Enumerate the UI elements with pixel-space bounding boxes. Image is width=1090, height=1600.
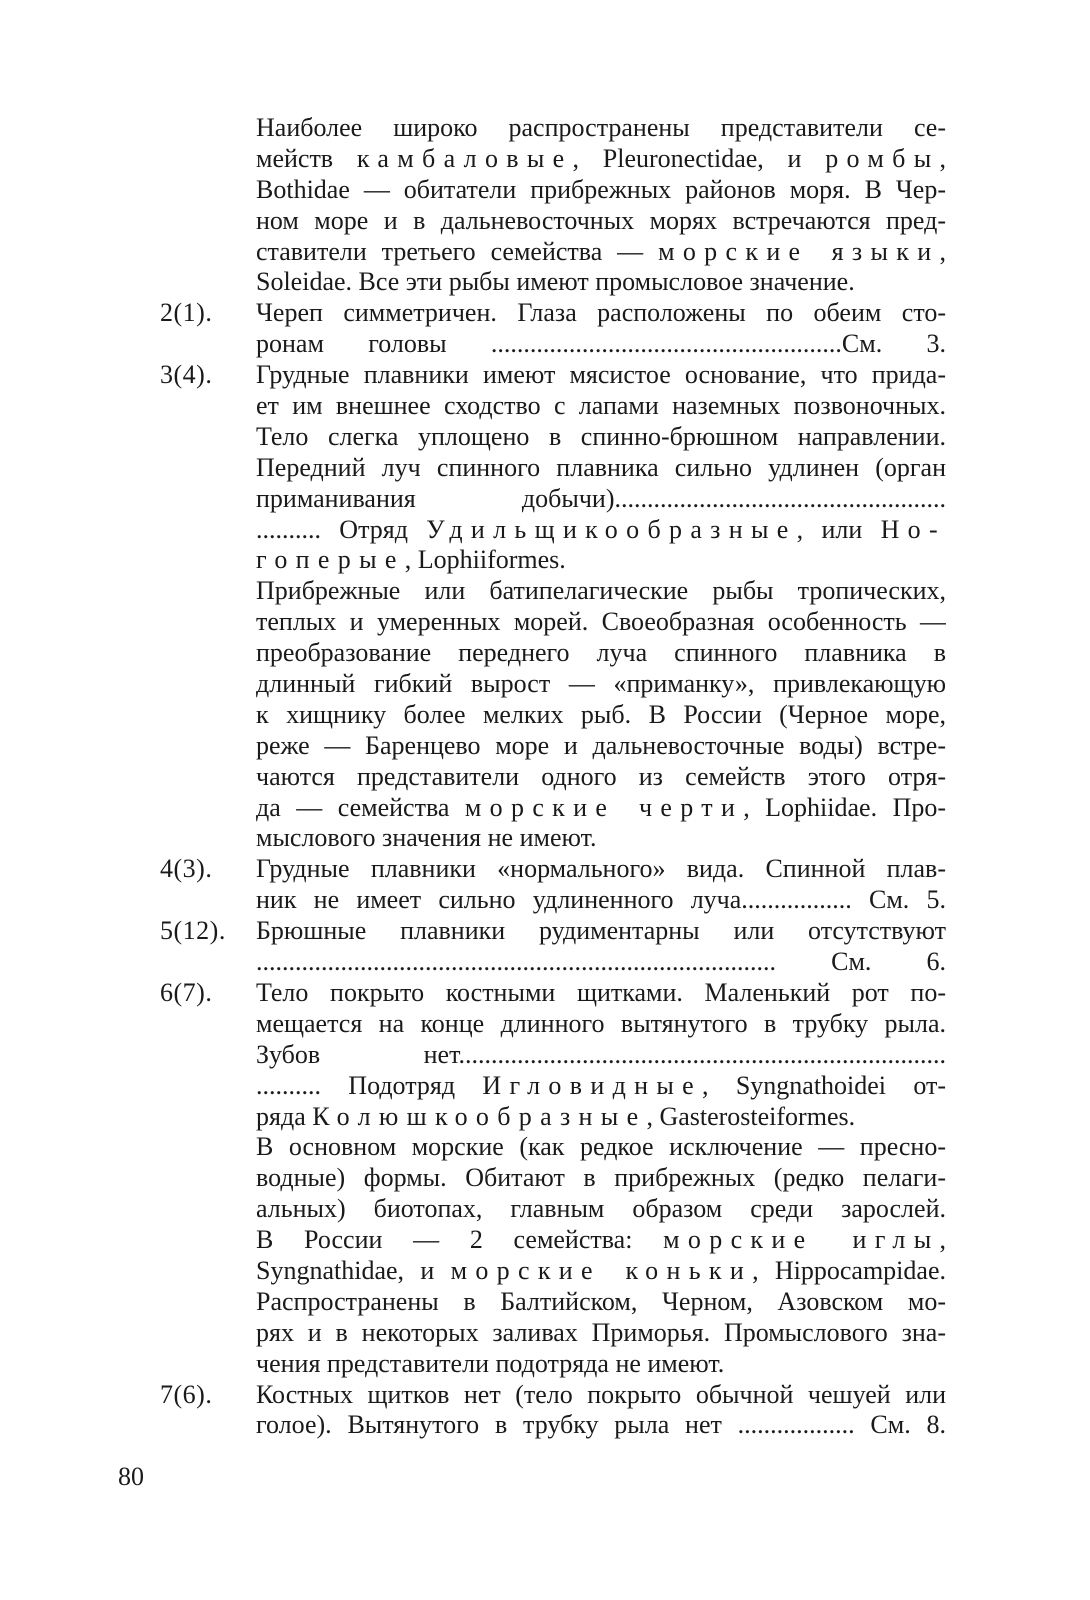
text-segment: В основном морские (как редкое исключение — пресно-	[256, 1132, 946, 1162]
text-line	[0, 1102, 1090, 1133]
line-text	[256, 638, 946, 669]
line-text	[256, 576, 946, 607]
spaced-taxon-name: гоперые	[256, 545, 405, 575]
line-text	[256, 1349, 946, 1380]
text-segment: Прибрежные или батипелагические рыбы тропических,	[256, 576, 946, 606]
text-line	[0, 1349, 1090, 1380]
text-line	[0, 175, 1090, 206]
text-segment: мещается на конце длинного вытянутого в трубку рыла.	[256, 1008, 946, 1038]
line-text	[256, 823, 946, 854]
line-text	[256, 1287, 946, 1318]
line-text	[256, 206, 946, 237]
spaced-taxon-name: морские коньки	[450, 1255, 753, 1285]
spaced-taxon-name: морские черти	[464, 792, 744, 822]
text-segment: Костных щитков нет (тело покрыто обычной чешуей или	[256, 1379, 946, 1409]
text-segment: мейств	[256, 143, 357, 173]
text-segment: рях и в некоторых заливах Приморья. Промыслового зна-	[256, 1317, 946, 1347]
text-line	[0, 1225, 1090, 1256]
line-text	[256, 1225, 946, 1256]
text-segment: .......... Подотряд	[256, 1070, 483, 1100]
text-segment: ник не имеет сильно удлиненного луча................. См. 5.	[256, 885, 946, 915]
text-segment: к хищнику более мелких рыб. В России (Черное море,	[256, 699, 946, 729]
line-text	[256, 1163, 946, 1194]
text-segment: Брюшные плавники рудиментарны или отсутствуют	[256, 916, 946, 946]
text-line	[0, 700, 1090, 731]
text-line	[0, 978, 1090, 1009]
text-line	[0, 1256, 1090, 1287]
text-line	[0, 1410, 1090, 1441]
text-line	[0, 762, 1090, 793]
line-text	[256, 916, 946, 947]
text-line	[0, 1132, 1090, 1163]
text-segment: альных) биотопах, главным образом среди зарослей.	[256, 1194, 946, 1224]
line-text	[256, 1009, 946, 1040]
text-line	[0, 545, 1090, 576]
text-line	[0, 360, 1090, 391]
line-text	[256, 700, 946, 731]
text-segment: .......... Отряд	[256, 514, 427, 544]
text-segment: теплых и умеренных морей. Своеобразная особенность —	[256, 607, 946, 637]
line-text	[256, 391, 946, 422]
text-segment: чаются представители одного из семейств этого отря-	[256, 761, 946, 791]
text-segment: ,	[939, 143, 946, 173]
text-line	[0, 1163, 1090, 1194]
line-text	[256, 607, 946, 638]
key-step-number: 3(4).	[160, 360, 213, 390]
text-segment: ронам головы ......................................................См. 3.	[256, 329, 946, 359]
text-line	[0, 638, 1090, 669]
text-segment: Syngnathidae, и	[256, 1255, 451, 1285]
text-line	[0, 113, 1090, 144]
text-line	[0, 1318, 1090, 1349]
text-line	[0, 329, 1090, 360]
page-number: 80	[118, 1462, 144, 1491]
text-segment: Грудные плавники имеют мясистое основание, что прида-	[256, 360, 946, 390]
text-line	[0, 731, 1090, 762]
line-text	[256, 1102, 946, 1133]
line-text	[256, 947, 946, 978]
text-segment: Наиболее широко распространены представители се-	[256, 113, 946, 142]
text-segment: ,	[939, 1225, 946, 1255]
text-line	[0, 823, 1090, 854]
line-text	[256, 762, 946, 793]
text-segment: ставители третьего семейства —	[256, 236, 659, 266]
text-line	[0, 144, 1090, 175]
text-line	[0, 854, 1090, 885]
text-segment: да — семейства	[256, 792, 465, 822]
spaced-taxon-name: Но-	[880, 514, 946, 544]
text-line	[0, 947, 1090, 978]
text-segment: В России — 2 семейства:	[256, 1225, 664, 1255]
spaced-taxon-name: камбаловые	[356, 143, 573, 173]
text-segment: мыслового значения не имеют.	[256, 823, 597, 853]
text-segment: Тело слегка уплощено в спинно-брюшном направлении.	[256, 421, 946, 451]
text-segment: ряда	[256, 1101, 313, 1131]
text-line	[0, 484, 1090, 515]
text-segment: реже — Баренцево море и дальневосточные воды) встре-	[256, 730, 946, 760]
line-text	[256, 854, 946, 885]
text-line	[0, 1040, 1090, 1071]
text-segment: преобразование переднего луча спинного плавника в	[256, 638, 946, 668]
line-text	[256, 669, 946, 700]
text-segment: Распространены в Балтийском, Черном, Азовском мо-	[256, 1286, 946, 1316]
text-line	[0, 1380, 1090, 1411]
text-segment: Череп симметричен. Глаза расположены по обеим сто-	[256, 298, 946, 328]
text-segment: , Syngnathoidei от-	[702, 1070, 946, 1100]
line-text	[256, 1132, 946, 1163]
text-line	[0, 206, 1090, 237]
line-text	[256, 484, 946, 515]
line-text	[256, 1256, 946, 1287]
text-line	[0, 237, 1090, 268]
text-line	[0, 607, 1090, 638]
text-line	[0, 793, 1090, 824]
line-text	[256, 978, 946, 1009]
text-segment: голое). Вытянутого в трубку рыла нет .................. См. 8.	[256, 1410, 946, 1440]
text-line	[0, 453, 1090, 484]
text-segment: Bothidae — обитатели прибрежных районов моря. В Чер-	[256, 174, 946, 204]
line-text	[256, 545, 946, 576]
text-segment: , или	[796, 514, 881, 544]
line-text	[256, 360, 946, 391]
text-segment: длинный гибкий вырост — «приманку», привлекающую	[256, 669, 946, 699]
text-segment: , Lophiiformes.	[404, 545, 566, 575]
spaced-taxon-name: морские иглы	[663, 1225, 940, 1255]
text-segment: , Hippocampidae.	[752, 1255, 946, 1285]
line-text	[256, 1410, 946, 1441]
line-text	[256, 144, 946, 175]
text-line	[0, 298, 1090, 329]
text-segment: ,	[939, 236, 946, 266]
line-text	[256, 298, 946, 329]
text-segment: Soleidae. Все эти рыбы имеют промысловое значение.	[256, 267, 855, 297]
line-text	[256, 731, 946, 762]
line-text	[256, 1380, 946, 1411]
line-text	[256, 1318, 946, 1349]
key-step-number: 2(1).	[160, 298, 213, 328]
text-line	[0, 1194, 1090, 1225]
text-line	[0, 267, 1090, 298]
line-text	[256, 113, 946, 144]
text-line	[0, 1071, 1090, 1102]
text-segment: ................................................................................ См. 6.	[256, 947, 946, 977]
text-segment: чения представители подотряда не имеют.	[256, 1348, 725, 1378]
text-segment: водные) формы. Обитают в прибрежных (редко пелаги-	[256, 1163, 946, 1193]
text-segment: , Pleuronectidae, и	[572, 143, 826, 173]
line-text	[256, 453, 946, 484]
text-line	[0, 515, 1090, 546]
text-line	[0, 916, 1090, 947]
identification-key-text	[0, 113, 1090, 1441]
spaced-taxon-name: ромбы	[825, 143, 940, 173]
text-segment: приманивания добычи)...................................................	[256, 483, 946, 513]
text-segment: , Lophiidae. Про-	[743, 792, 946, 822]
line-text	[256, 793, 946, 824]
line-text	[256, 267, 946, 298]
key-step-number: 5(12).	[160, 916, 226, 946]
line-text	[256, 1194, 946, 1225]
text-line	[0, 391, 1090, 422]
text-segment: Зубов нет...........................................................................	[256, 1039, 946, 1069]
text-segment: Грудные плавники «нормального» вида. Спинной плав-	[256, 854, 946, 884]
line-text	[256, 885, 946, 916]
text-segment: , Gasterosteiformes.	[646, 1101, 856, 1131]
spaced-taxon-name: морские языки	[658, 236, 940, 266]
text-line	[0, 1287, 1090, 1318]
text-line	[0, 576, 1090, 607]
key-step-number: 4(3).	[160, 854, 213, 884]
line-text	[256, 1071, 946, 1102]
key-step-number: 7(6).	[160, 1379, 213, 1409]
text-line	[0, 669, 1090, 700]
text-segment: Тело покрыто костными щитками. Маленький рот по-	[256, 977, 946, 1007]
key-step-number: 6(7).	[160, 977, 213, 1007]
line-text	[256, 1040, 946, 1071]
line-text	[256, 175, 946, 206]
line-text	[256, 329, 946, 360]
line-text	[256, 515, 946, 546]
spaced-taxon-name: Колюшкообразные	[312, 1101, 647, 1131]
text-line	[0, 885, 1090, 916]
line-text	[256, 422, 946, 453]
text-segment: ет им внешнее сходство с лапами наземных позвоночных.	[256, 391, 946, 421]
text-segment: ном море и в дальневосточных морях встречаются пред-	[256, 205, 946, 235]
spaced-taxon-name: Игловидные	[482, 1070, 703, 1100]
text-line	[0, 422, 1090, 453]
text-segment: Передний луч спинного плавника сильно удлинен (орган	[256, 452, 946, 482]
line-text	[256, 237, 946, 268]
text-line	[0, 1009, 1090, 1040]
spaced-taxon-name: Удильщикообразные	[426, 514, 797, 544]
